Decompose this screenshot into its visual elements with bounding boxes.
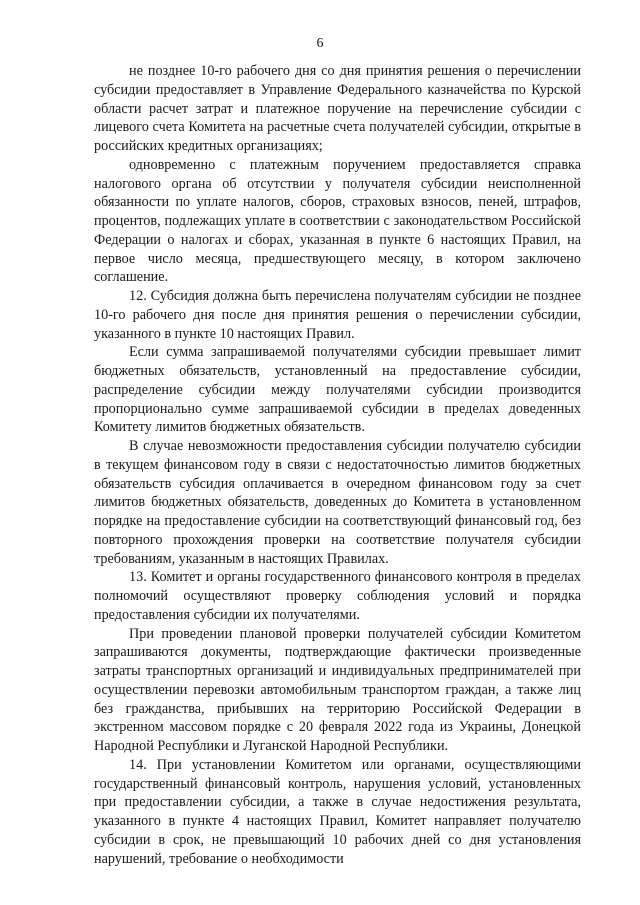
paragraph: 12. Субсидия должна быть перечислена получателям субсидии не позднее 10-го рабочего дня после дня принятия решения о перечислении субсидии, указанного в пункте 10 настоящих Правил. <box>94 288 581 342</box>
paragraph: В случае невозможности предоставления субсидии получателю субсидии в текущем финансовом году в связи с недостаточностью лимитов бюджетных обязательств субсидия оплачивается в очередном финансовом году за счет лимитов бюджетных обязательств, доведенных до Комитета в установленном порядке на предоставление субсидии на соответствующий финансовый год, без повторного прохождения проверки на соответствие получателя субсидии требованиям, указанным в настоящих Правилах. <box>94 438 581 567</box>
paragraph: При проведении плановой проверки получателей субсидии Комитетом запрашиваются документы, подтверждающие фактически произведенные затраты транспортных организаций и индивидуальных предпринимателей при осуществлении перевозки автомобильным транспортом граждан, а также лиц без гражданства, прибывших на территорию Российской Федерации в экстренном массовом порядке с 20 февраля 2022 года из Украины, Донецкой Народной Республики и Луганской Народной Республики. <box>94 625 581 754</box>
page-number: 6 <box>316 36 324 51</box>
document-body <box>94 62 581 868</box>
paragraph: Если сумма запрашиваемой получателями субсидии превышает лимит бюджетных обязательств, установленный на предоставление субсидии, распределение субсидии между получателями субсидии производится пропорционально сумме запрашиваемой субсидии в пределах доведенных Комитету лимитов бюджетных обязательств. <box>94 344 581 436</box>
paragraph: одновременно с платежным поручением предоставляется справка налогового органа об отсутствии у получателя субсидии неисполненной обязанности по уплате налогов, сборов, страховых взносов, пеней, штрафов, процентов, подлежащих уплате в соответствии с законодательством Российской Федерации о налогах и сборах, указанная в пункте 6 настоящих Правил, на первое число месяца, предшествующего месяцу, в котором заключено соглашение. <box>94 156 581 286</box>
paragraph: не позднее 10-го рабочего дня со дня принятия решения о перечислении субсидии предоставляет в Управление Федерального казначейства по Курской области расчет затрат и платежное поручение на перечисление субсидии с лицевого счета Комитета на расчетные счета получателей субсидии, открытые в российских кредитных организациях; <box>94 63 581 154</box>
paragraph: 14. При установлении Комитетом или органами, осуществляющими государственный финансовый контроль, нарушения условий, установленных при предоставлении субсидии, а также в случае недостижения результата, указанного в пункте 4 настоящих Правил, Комитет направляет получателю субсидии в срок, не превышающий 10 рабочих дней со дня установления нарушений, требование о необходимости <box>94 756 581 867</box>
paragraph: 13. Комитет и органы государственного финансового контроля в пределах полномочий осуществляют проверку соблюдения условий и порядка предоставления субсидии их получателями. <box>94 569 581 623</box>
